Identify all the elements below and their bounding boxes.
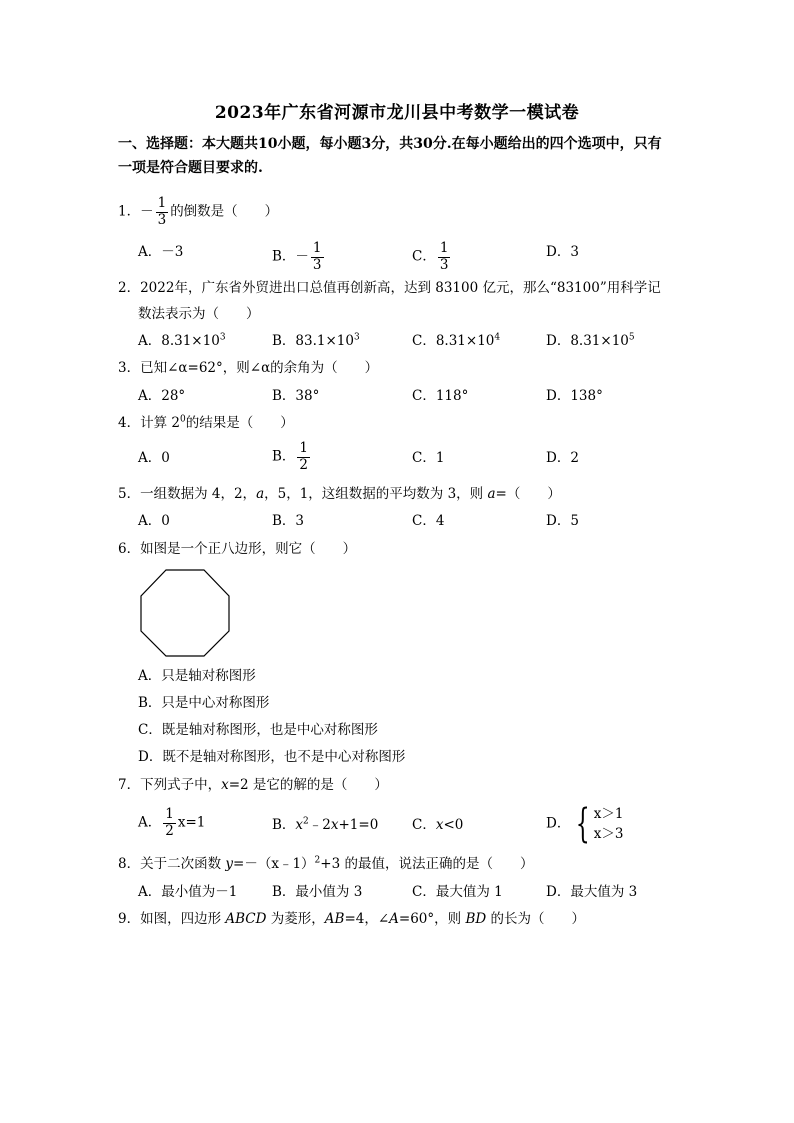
q3-option-a: A．28° <box>138 388 186 404</box>
q4-option-b: B． $\frac{1}{2}$ <box>272 440 309 473</box>
q1-option-a: A．－3 <box>138 244 184 260</box>
octagon-figure <box>138 568 232 658</box>
question-5: 5．一组数据为 4，2，a，5，1，这组数据的平均数为 3，则 a=（ ） <box>118 486 561 502</box>
q2-option-b: B．$83.1\times 10^3$ <box>272 332 360 349</box>
q5-option-c: C．4 <box>412 513 445 529</box>
q5-option-a: A．0 <box>138 513 170 529</box>
q6-option-b: B．只是中心对称图形 <box>138 695 270 711</box>
q8-option-d: D．最大值为 3 <box>546 884 638 900</box>
q4-option-d: D．2 <box>546 450 579 466</box>
q6-option-d: D．既不是轴对称图形，也不是中心对称图形 <box>138 749 406 765</box>
question-3: 3．已知∠α=62°，则∠α的余角为（ ） <box>118 360 379 376</box>
q5-option-b: B．3 <box>272 513 305 529</box>
page-title: 2023年广东省河源市龙川县中考数学一模试卷 <box>214 103 580 123</box>
q7-option-c: C．x<0 <box>412 817 464 833</box>
q2-option-d: D．$8.31\times 10^5$ <box>546 332 635 349</box>
q6-option-c: C．既是轴对称图形，也是中心对称图形 <box>138 722 378 738</box>
q7-option-a: A． $\frac{1}{2}$ x=1 <box>138 806 206 839</box>
inequality-system: x＞1 x＞3 <box>593 806 624 842</box>
question-2-line1: 2．2022年，广东省外贸进出口总值再创新高，达到 83100 亿元，那么“83100”用科学记 <box>118 280 661 296</box>
q7-option-d: D． { x＞1 x＞3 <box>546 801 624 847</box>
q8-option-a: A．最小值为－1 <box>138 884 238 900</box>
q4-option-a: A．0 <box>138 450 170 466</box>
question-1: 1．－ $\frac{1}{3}$ 的倒数是（ ） <box>118 195 279 228</box>
q7-option-b: B．$x^2﹣2x+1=0$ <box>272 816 379 833</box>
question-6: 6．如图是一个正八边形，则它（ ） <box>118 541 357 557</box>
q4-option-c: C．1 <box>412 450 445 466</box>
section-heading-line1: 一、选择题：本大题共10小题，每小题3分，共30分.在每小题给出的四个选项中，只有 <box>118 136 662 152</box>
question-4: 4．计算 $2^0$的结果是（ ） <box>118 414 294 431</box>
q2-option-c: C．$8.31\times 10^4$ <box>412 332 501 349</box>
question-2-line2: 数法表示为（ ） <box>138 306 260 322</box>
question-9: 9．如图，四边形 ABCD 为菱形，AB=4，∠A=60°，则 BD 的长为（ ） <box>118 911 585 927</box>
q8-option-b: B．最小值为 3 <box>272 884 363 900</box>
brace-symbol: { <box>576 801 591 847</box>
question-7: 7．下列式子中，x=2 是它的解的是（ ） <box>118 777 388 793</box>
section-heading-line2: 一项是符合题目要求的. <box>118 160 263 176</box>
q3-option-c: C．118° <box>412 388 469 404</box>
q3-option-b: B．38° <box>272 388 320 404</box>
q1-option-b: B．－ $\frac{1}{3}$ <box>272 240 322 273</box>
question-8: 8．关于二次函数 y=－（x﹣1）$^2$+3 的最值，说法正确的是（ ） <box>118 855 534 872</box>
fraction: $\frac{1}{3}$ <box>157 195 167 228</box>
q1-option-d: D．3 <box>546 244 579 260</box>
q1-option-c: C． $\frac{1}{3}$ <box>412 240 449 273</box>
q8-option-c: C．最大值为 1 <box>412 884 503 900</box>
q2-option-a: A．$8.31\times 10^3$ <box>138 332 226 349</box>
q3-option-d: D．138° <box>546 388 603 404</box>
q6-option-a: A．只是轴对称图形 <box>138 668 256 684</box>
q5-option-d: D．5 <box>546 513 579 529</box>
